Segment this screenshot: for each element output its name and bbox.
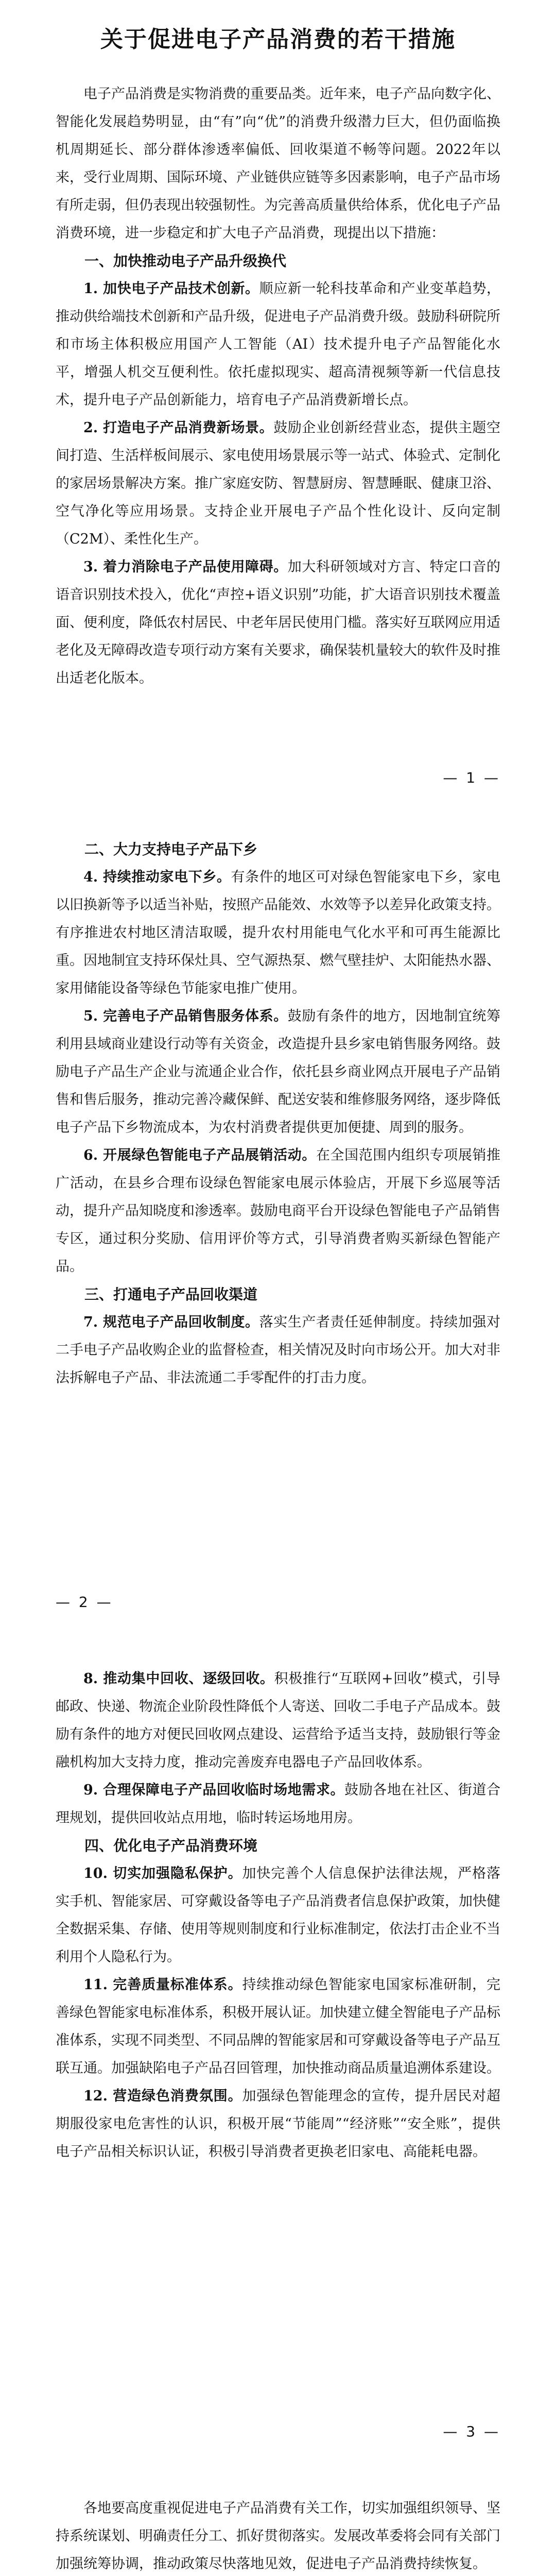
item-1 xyxy=(56,275,500,414)
item-10-body: 加快完善个人信息保护法律法规，严格落实手机、智能家居、可穿戴设备等电子产品消费者信息保护政策，加快健全数据采集、存储、使用等规则制度和行业标准制定，依法打击企业不当利用个人隐私行为。 xyxy=(56,1866,501,1965)
section-3-heading: 三、打通电子产品回收渠道 xyxy=(84,1286,258,1303)
item-6 xyxy=(56,1142,500,1281)
item-3-body: 加大科研领域对方言、特定口音的语音识别技术投入，优化“声控+语义识别”功能，扩大语音识别技术覆盖面、便利度，降低农村居民、中老年居民使用门槛。落实好互联网应用适老化及无障碍改造专项行动方案有关要求，确保装机量较大的软件及时推出适老化版本。 xyxy=(56,559,500,686)
item-7 xyxy=(56,1309,500,1392)
page-1 xyxy=(0,0,556,799)
page-2 xyxy=(0,809,556,1623)
item-2-title: 2. 打造电子产品消费新场景。 xyxy=(83,420,274,436)
page-number-1: — 1 — xyxy=(443,769,500,786)
item-6-title: 6. 开展绿色智能电子产品展销活动。 xyxy=(83,1147,316,1163)
item-6-body: 在全国范围内组织专项展销推广活动，在县乡合理布设绿色智能家电展示体验店，开展下乡巡展等活动，提升产品知晓度和渗透率。鼓励电商平台开设绿色智能电子产品销售专区，通过积分奖励、信用评价等方式，引导消费者购买新绿色智能产品。 xyxy=(56,1147,500,1275)
item-12-body: 加强绿色智能理念的宣传，提升居民对超期服役家电危害性的认识，积极开展“节能周”“经济账”“安全账”，提供电子产品相关标识认证，积极引导消费者更换老旧家电、高能耗电器。 xyxy=(56,2088,501,2160)
item-11 xyxy=(56,1971,500,2082)
item-11-body: 持续推动绿色智能家电国家标准研制，完善绿色智能家电标准体系，积极开展认证。加快建立健全智能电子产品标准体系，实现不同类型、不同品牌的智能家居和可穿戴设备等电子产品互联互通。加强缺陷电子产品召回管理，加快推动商品质量追溯体系建设。 xyxy=(56,1977,501,2076)
item-1-body: 顺应新一轮科技革命和产业变革趋势，推动供给端技术创新和产品升级，促进电子产品消费升级。鼓励科研院所和市场主体积极应用国产人工智能（AI）技术提升电子产品智能化水平，增强人机交互便利性。依托虚拟现实、超高清视频等新一代信息技术，提升电子产品创新能力，培育电子产品消费新增长点。 xyxy=(56,281,500,408)
item-9-body: 鼓励各地在社区、街道合理规划，提供回收站点用地，临时转运场地用房。 xyxy=(56,1782,500,1826)
item-9 xyxy=(56,1776,500,1832)
item-3 xyxy=(56,553,500,692)
document-title: 关于促进电子产品消费的若干措施 xyxy=(100,26,456,53)
item-5 xyxy=(56,1003,500,1142)
item-3-title: 3. 着力消除电子产品使用障碍。 xyxy=(83,559,288,575)
section-4-heading: 四、优化电子产品消费环境 xyxy=(84,1837,258,1854)
item-8-title: 8. 推动集中回收、逐级回收。 xyxy=(83,1671,274,1687)
page-number-2: — 2 — xyxy=(56,1594,113,1611)
item-10-title: 10. 切实加强隐私保护。 xyxy=(83,1866,242,1882)
page-3 xyxy=(0,1638,556,2452)
section-2-heading: 二、大力支持电子产品下乡 xyxy=(84,841,258,858)
item-4-body: 有条件的地区可对绿色智能家电下乡，家电以旧换新等予以适当补贴，按照产品能效、水效等予以差异化政策支持。有序推进农村地区清洁取暖，提升农村用能电气化水平和可再生能源比重。因地制宜支持环保灶具、空气源热泵、燃气壁挂炉、太阳能热水器、家用储能设备等绿色节能家电推广使用。 xyxy=(56,869,500,996)
item-2-body: 鼓励企业创新经营业态，提供主题空间打造、生活样板间展示、家电使用场景展示等一站式、体验式、定制化的家居场景解决方案。推广家庭安防、智慧厨房、智慧睡眠、健康卫浴、空气净化等应用场景。支持企业开展电子产品个性化设计、反向定制（C2M）、柔性化生产。 xyxy=(56,420,500,547)
item-12 xyxy=(56,2082,500,2166)
item-11-title: 11. 完善质量标准体系。 xyxy=(83,1977,242,1993)
item-12-title: 12. 营造绿色消费氛围。 xyxy=(83,2088,242,2104)
page-4 xyxy=(0,2468,556,2576)
page-number-3: — 3 — xyxy=(443,2423,500,2440)
item-7-body: 落实生产者责任延伸制度。持续加强对二手电子产品收购企业的监督检查，相关情况及时向市场公开。加大对非法拆解电子产品、非法流通二手零配件的打击力度。 xyxy=(56,1314,500,1386)
item-5-body: 鼓励有条件的地方，因地制宜统筹利用县域商业建设行动等有关资金，改造提升县乡家电销售服务网络。鼓励电子产品生产企业与流通企业合作，依托县乡商业网点开展电子产品销售和售后服务，推动完善冷藏保鲜、配送安装和维修服务网络，逐步降低电子产品下乡物流成本，为农村消费者提供更加便捷、周到的服务。 xyxy=(56,1008,500,1136)
item-9-title: 9. 合理保障电子产品回收临时场地需求。 xyxy=(83,1782,345,1798)
item-4 xyxy=(56,863,500,1003)
item-1-title: 1. 加快电子产品技术创新。 xyxy=(83,281,259,297)
section-1-heading: 一、加快推动电子产品升级换代 xyxy=(84,252,287,269)
item-8-body: 积极推行“互联网+回收”模式，引导邮政、快递、物流企业阶段性降低个人寄送、回收二手电子产品成本。鼓励有条件的地方对便民回收网点建设、运营给予适当支持，鼓励银行等金融机构加大支持力度，推动完善废弃电器电子产品回收体系。 xyxy=(56,1671,500,1770)
item-5-title: 5. 完善电子产品销售服务体系。 xyxy=(83,1008,288,1024)
item-10 xyxy=(56,1860,500,1971)
intro-paragraph: 电子产品消费是实物消费的重要品类。近年来，电子产品向数字化、智能化发展趋势明显，由“有”向“优”的消费升级潜力巨大，但仍面临换机周期延长、部分群体渗透率偏低、回收渠道不畅等问题。2022年以来，受行业周期、国际环境、产业链供应链等多因素影响，电子产品市场有所走弱，但仍表现出较强韧性。为完善高质量供给体系，优化电子产品消费环境，进一步稳定和扩大电子产品消费，现提出以下措施： xyxy=(56,86,500,241)
item-4-title: 4. 持续推动家电下乡。 xyxy=(83,869,231,885)
closing-paragraph: 各地要高度重视促进电子产品消费有关工作，切实加强组织领导、坚持系统谋划、明确责任分工、抓好贯彻落实。发展改革委将会同有关部门加强统筹协调，推动政策尽快落地见效，促进电子产品消费持续恢复。 xyxy=(56,2500,500,2572)
item-8 xyxy=(56,1665,500,1776)
item-2 xyxy=(56,414,500,553)
item-7-title: 7. 规范电子产品回收制度。 xyxy=(83,1314,259,1330)
